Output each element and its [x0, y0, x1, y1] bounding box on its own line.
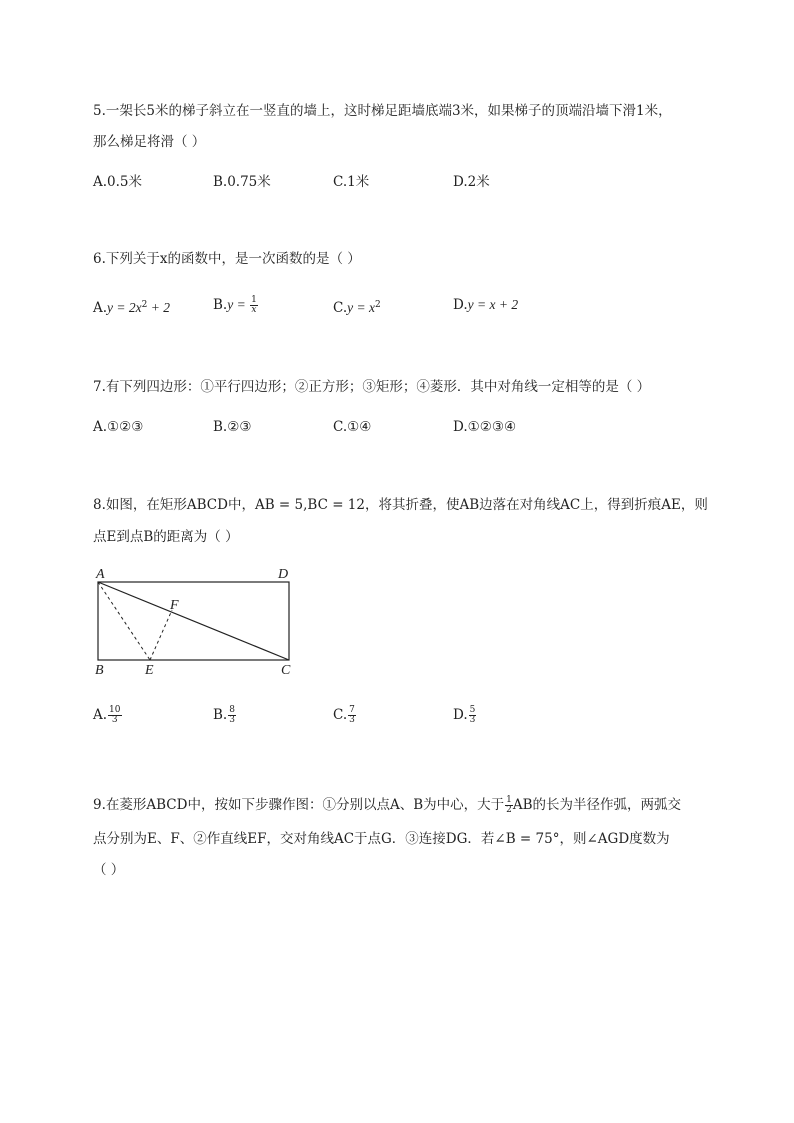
q5-option-d: D.2米	[453, 174, 490, 190]
q9-stem-line1: 9.在菱形ABCD中，按如下步骤作图：①分别以点A、B为中心，大于 $\frac{1}{2}$ AB的长为半径作弧，两弧交	[93, 795, 682, 815]
q5-option-c: C.1米	[333, 174, 370, 190]
label-e: E	[145, 663, 154, 678]
q7-option-d: D.①②③④	[453, 419, 517, 435]
fold-line-ef	[150, 610, 172, 660]
q6-option-b: B.y = $\frac{1}{x}$	[213, 295, 257, 315]
rectangle-fold-diagram	[90, 566, 305, 681]
q8-option-b: B. $\frac{8}{3}$	[213, 705, 235, 725]
q7-option-a: A.①②③	[93, 419, 144, 435]
q7-stem: 7.有下列四边形：①平行四边形；②正方形；③矩形；④菱形．其中对角线一定相等的是（ ）	[93, 379, 651, 395]
fraction: $\frac{10}{3}$	[109, 705, 121, 725]
label-b: B	[95, 663, 104, 678]
diagonal-ac	[98, 582, 289, 660]
q5-stem-line1: 5.一架长5米的梯子斜立在一竖直的墙上，这时梯足距墙底端3米，如果梯子的顶端沿墙下滑1米，	[93, 103, 672, 119]
q8-option-d: D. $\frac{5}{3}$	[453, 705, 476, 725]
q8-stem-line1: 8.如图，在矩形ABCD中，AB = 5,BC = 12，将其折叠，使AB边落在对角线AC上，得到折痕AE，则	[93, 497, 708, 513]
q9-stem-line2: 点分别为E、F、②作直线EF，交对角线AC于点G．③连接DG．若∠B = 75°，则∠AGD度数为	[93, 831, 670, 847]
fraction: $\frac{7}{3}$	[349, 705, 355, 725]
fraction: $\frac{1}{x}$	[251, 295, 257, 315]
label-d: D	[278, 567, 289, 582]
q6-stem: 6.下列关于x的函数中，是一次函数的是（ ）	[93, 251, 361, 267]
q5-option-b: B.0.75米	[213, 174, 271, 190]
label-c: C	[281, 663, 291, 678]
fraction: $\frac{5}{3}$	[469, 705, 476, 725]
q9-stem-line3: （ ）	[93, 862, 125, 878]
q8-option-a: A. $\frac{10}{3}$	[93, 705, 121, 725]
fraction: $\frac{8}{3}$	[229, 705, 235, 725]
q6-option-d: D.y = x + 2	[453, 297, 519, 313]
fold-line-ae	[98, 582, 150, 660]
q7-option-b: B.②③	[213, 419, 252, 435]
q6-option-c: $C.y = x^2$	[333, 300, 381, 316]
fraction-half: $\frac{1}{2}$	[506, 795, 512, 815]
label-f: F	[170, 598, 179, 613]
q5-stem-line2: 那么梯足将滑（ ）	[93, 134, 206, 150]
q8-option-c: C. $\frac{7}{3}$	[333, 705, 355, 725]
q5-option-a: A.0.5米	[93, 174, 143, 190]
q7-option-c: C.①④	[333, 419, 372, 435]
q8-stem-line2: 点E到点B的距离为（ ）	[93, 529, 239, 545]
label-a: A	[96, 567, 105, 582]
q6-option-a: $A.y = 2x^2 + 2$	[93, 300, 170, 316]
